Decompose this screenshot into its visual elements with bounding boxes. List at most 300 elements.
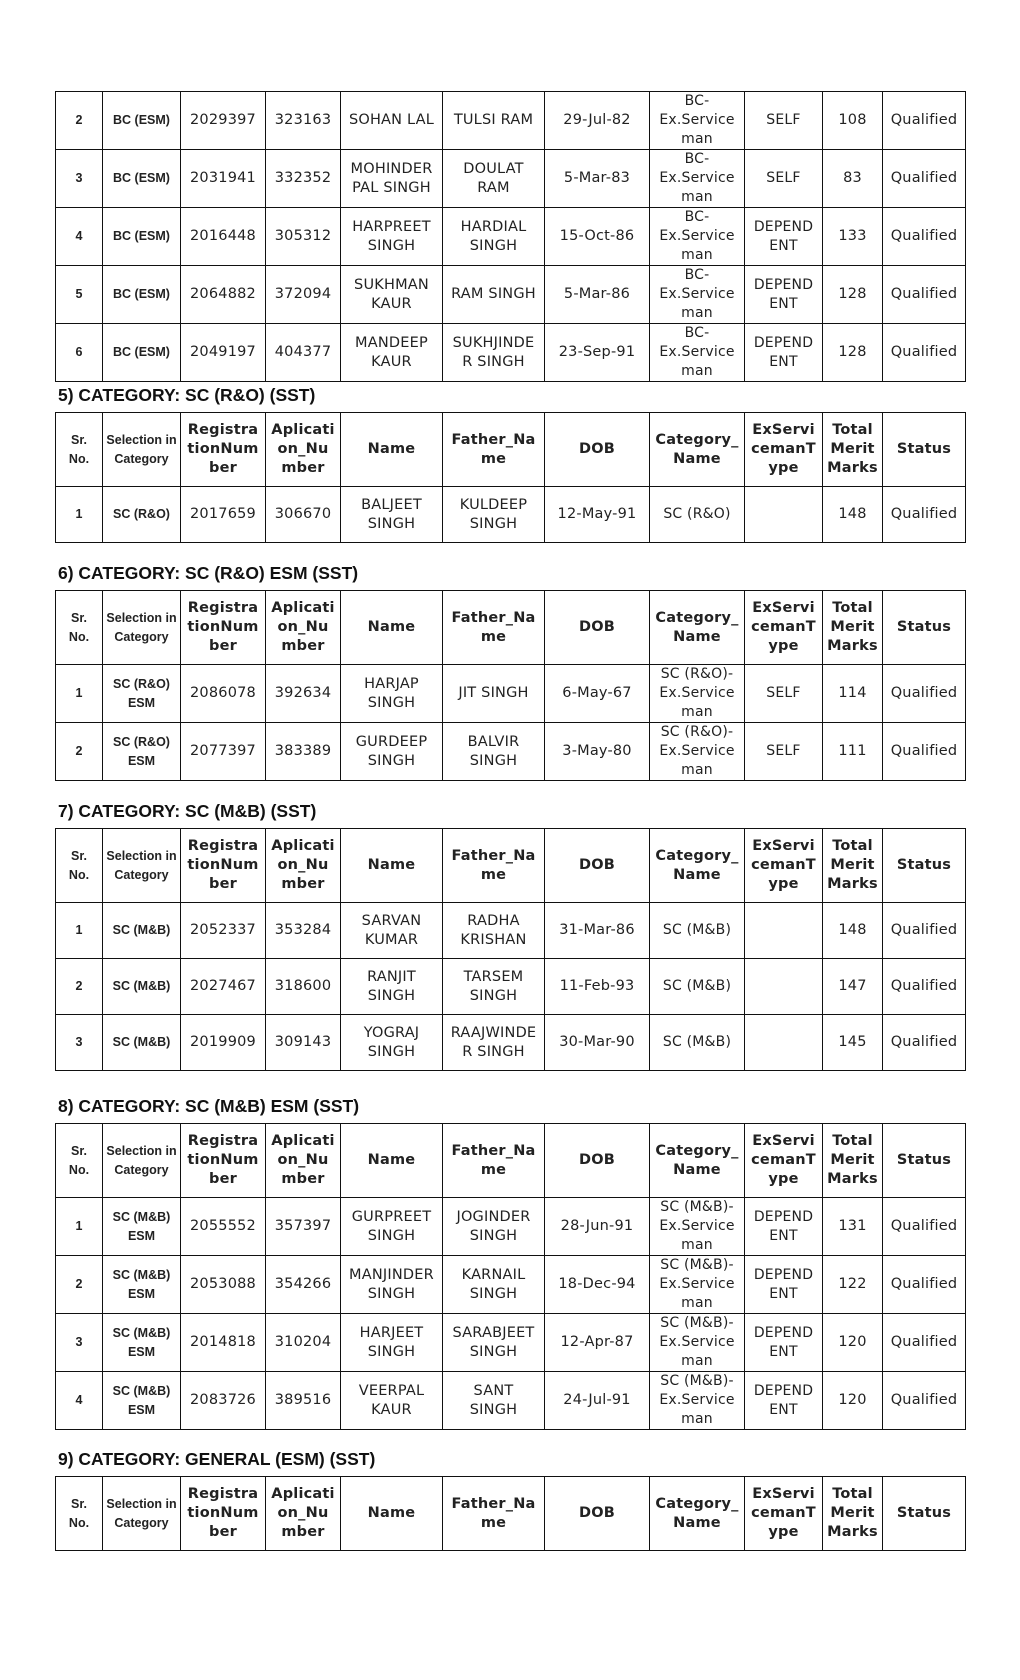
cell-line: BALVIR xyxy=(467,733,520,750)
cell-exs xyxy=(745,324,823,382)
cell-line: Category xyxy=(114,629,169,644)
cell-line: Total xyxy=(832,422,873,438)
cell-dob: 11-Feb-93 xyxy=(545,959,650,1015)
cell-line: me xyxy=(480,450,507,467)
column-header-reg xyxy=(181,829,266,903)
cell-line: ESM xyxy=(127,1344,156,1359)
cell-line: tionNum xyxy=(187,619,259,635)
cell-line: Category xyxy=(114,867,169,882)
cell-line: Ex.Service xyxy=(659,344,735,360)
cell-line: man xyxy=(681,1295,713,1311)
cell-line: Sr. xyxy=(71,848,87,863)
cell-line: Name xyxy=(673,866,721,883)
column-header-name xyxy=(341,1477,443,1551)
results-table xyxy=(55,828,966,1071)
cell-line: ENT xyxy=(769,353,798,370)
cell-father xyxy=(443,903,545,959)
cell-line: ype xyxy=(768,1524,799,1540)
cell-name xyxy=(341,1256,443,1314)
cell-line: man xyxy=(681,131,713,147)
cell-tmm: 114 xyxy=(823,665,883,723)
cell-reg: 2077397 xyxy=(181,723,266,781)
cell-line: R SINGH xyxy=(462,353,525,370)
cell-line: cemanT xyxy=(751,619,816,635)
cell-reg: 2027467 xyxy=(181,959,266,1015)
cell-line: Marks xyxy=(827,876,878,892)
cell-app: 372094 xyxy=(266,266,341,324)
cell-line: Category_ xyxy=(655,1142,739,1159)
column-header-name xyxy=(341,591,443,665)
cell-line: man xyxy=(681,1237,713,1253)
cell-cat xyxy=(650,1198,745,1256)
cell-reg: 2083726 xyxy=(181,1372,266,1430)
cell-line: ExServi xyxy=(752,838,815,854)
cell-line: SELF xyxy=(766,112,801,128)
table-row xyxy=(56,208,966,266)
cell-line: Category xyxy=(114,451,169,466)
cell-line: mber xyxy=(281,1171,325,1187)
cell-line: on_Nu xyxy=(277,1505,329,1521)
cell-line: ype xyxy=(768,876,799,892)
column-header-reg xyxy=(181,591,266,665)
cell-line: DOB xyxy=(578,1505,615,1521)
column-header-name xyxy=(341,413,443,487)
cell-line: TARSEM xyxy=(463,968,524,985)
cell-line: Marks xyxy=(827,460,878,476)
table-header-row xyxy=(56,1477,966,1551)
cell-sel xyxy=(103,903,181,959)
cell-cat xyxy=(650,1372,745,1430)
cell-line: Ex.Service xyxy=(659,286,735,302)
cell-tmm: 120 xyxy=(823,1314,883,1372)
cell-sel xyxy=(103,266,181,324)
column-header-sel xyxy=(103,829,181,903)
cell-sr: 2 xyxy=(56,959,103,1015)
cell-line: SC (M&B) xyxy=(112,1267,171,1282)
cell-name xyxy=(341,92,443,150)
column-header-cat xyxy=(650,413,745,487)
cell-line: JOGINDER xyxy=(456,1208,531,1225)
cell-line: DEPEND xyxy=(753,334,814,351)
cell-line: YOGRAJ xyxy=(363,1024,420,1041)
cell-line: No. xyxy=(68,867,90,882)
column-header-sr xyxy=(56,829,103,903)
column-header-dob xyxy=(545,1124,650,1198)
cell-line: Category_ xyxy=(655,1495,739,1512)
cell-line: BC- xyxy=(684,209,710,225)
cell-line: JIT SINGH xyxy=(458,685,529,701)
cell-status: Qualified xyxy=(883,208,966,266)
cell-line: KUMAR xyxy=(364,931,419,948)
cell-sr: 2 xyxy=(56,723,103,781)
cell-exs xyxy=(745,959,823,1015)
table-row xyxy=(56,150,966,208)
cell-line: Selection in xyxy=(106,432,177,447)
cell-line: MANDEEP xyxy=(355,334,428,351)
cell-reg: 2086078 xyxy=(181,665,266,723)
cell-line: SC (R&O)- xyxy=(660,724,734,740)
cell-line: man xyxy=(681,363,713,379)
cell-line: BC- xyxy=(684,325,710,341)
cell-line: Sr. xyxy=(71,610,87,625)
results-table-block xyxy=(55,828,966,1071)
cell-father xyxy=(443,1015,545,1071)
column-header-exs xyxy=(745,591,823,665)
cell-line: SINGH xyxy=(469,752,518,769)
cell-line: Category xyxy=(114,1162,169,1177)
cell-line: ExServi xyxy=(752,422,815,438)
cell-name xyxy=(341,903,443,959)
cell-line: ESM xyxy=(127,1228,156,1243)
cell-sel xyxy=(103,1256,181,1314)
cell-line: Category_ xyxy=(655,847,739,864)
column-header-sel xyxy=(103,591,181,665)
cell-sel xyxy=(103,959,181,1015)
cell-line: Name xyxy=(367,619,416,635)
cell-line: ber xyxy=(209,1171,237,1187)
cell-line: Name xyxy=(673,628,721,645)
cell-father xyxy=(443,266,545,324)
cell-tmm: 111 xyxy=(823,723,883,781)
cell-line: SELF xyxy=(766,170,801,186)
cell-line: DEPEND xyxy=(753,218,814,235)
column-header-sel xyxy=(103,413,181,487)
cell-line: BC (ESM) xyxy=(113,113,170,127)
cell-father xyxy=(443,1256,545,1314)
cell-app: 404377 xyxy=(266,324,341,382)
column-header-cat xyxy=(650,829,745,903)
cell-sel xyxy=(103,324,181,382)
column-header-name xyxy=(341,1124,443,1198)
table-row xyxy=(56,1198,966,1256)
cell-line: Ex.Service xyxy=(659,1218,735,1234)
cell-sel xyxy=(103,1015,181,1071)
cell-line: KAUR xyxy=(371,295,412,312)
cell-line: Category xyxy=(114,1515,169,1530)
cell-cat xyxy=(650,665,745,723)
cell-sel xyxy=(103,1198,181,1256)
table-row xyxy=(56,903,966,959)
cell-app: 357397 xyxy=(266,1198,341,1256)
cell-line: RADHA xyxy=(467,912,520,929)
cell-line: man xyxy=(681,189,713,205)
column-header-reg xyxy=(181,413,266,487)
column-header-reg xyxy=(181,1477,266,1551)
table-header-row xyxy=(56,1124,966,1198)
column-header-app xyxy=(266,1124,341,1198)
cell-line: ESM xyxy=(127,695,156,710)
column-header-sel xyxy=(103,1124,181,1198)
cell-line: KAUR xyxy=(371,353,412,370)
cell-line: mber xyxy=(281,876,325,892)
results-table xyxy=(55,590,966,781)
cell-line: tionNum xyxy=(187,1152,259,1168)
cell-line: SC (R&O) xyxy=(113,734,170,749)
cell-line: me xyxy=(480,628,507,645)
cell-sel xyxy=(103,92,181,150)
cell-line: SINGH xyxy=(367,1343,416,1360)
cell-name xyxy=(341,723,443,781)
results-table-block xyxy=(55,412,966,543)
cell-app: 354266 xyxy=(266,1256,341,1314)
cell-line: RAAJWINDE xyxy=(450,1024,537,1041)
cell-name xyxy=(341,1198,443,1256)
cell-line: SINGH xyxy=(367,694,416,711)
cell-sr: 4 xyxy=(56,208,103,266)
column-header-sr xyxy=(56,1477,103,1551)
cell-father xyxy=(443,208,545,266)
cell-app: 353284 xyxy=(266,903,341,959)
cell-app: 389516 xyxy=(266,1372,341,1430)
cell-tmm: 147 xyxy=(823,959,883,1015)
cell-app: 309143 xyxy=(266,1015,341,1071)
cell-line: SINGH xyxy=(367,1227,416,1244)
cell-sr: 5 xyxy=(56,266,103,324)
cell-line: SELF xyxy=(766,743,801,759)
cell-line: SINGH xyxy=(469,237,518,254)
cell-line: R SINGH xyxy=(462,1043,525,1060)
cell-line: ExServi xyxy=(752,1486,815,1502)
cell-tmm: 120 xyxy=(823,1372,883,1430)
cell-line: ype xyxy=(768,638,799,654)
cell-line: ESM xyxy=(127,753,156,768)
cell-name xyxy=(341,324,443,382)
cell-dob: 23-Sep-91 xyxy=(545,324,650,382)
cell-line: HARPREET xyxy=(352,218,431,235)
column-header-sr xyxy=(56,591,103,665)
column-header-father xyxy=(443,1477,545,1551)
cell-line: Name xyxy=(367,1505,416,1521)
column-header-dob xyxy=(545,413,650,487)
cell-exs xyxy=(745,1198,823,1256)
column-header-exs xyxy=(745,1477,823,1551)
cell-line: SUKHJINDE xyxy=(452,334,535,351)
section-heading: 6) CATEGORY: SC (R&O) ESM (SST) xyxy=(58,563,359,583)
table-row xyxy=(56,487,966,543)
cell-exs xyxy=(745,150,823,208)
cell-line: Ex.Service xyxy=(659,228,735,244)
table-row xyxy=(56,1372,966,1430)
section-heading: 5) CATEGORY: SC (R&O) (SST) xyxy=(58,385,316,405)
section-heading: 8) CATEGORY: SC (M&B) ESM (SST) xyxy=(58,1096,360,1116)
cell-line: Name xyxy=(367,441,416,457)
column-header-dob xyxy=(545,1477,650,1551)
cell-line: Selection in xyxy=(106,1143,177,1158)
cell-line: SC (M&B) xyxy=(112,1383,171,1398)
cell-father xyxy=(443,150,545,208)
cell-line: Merit xyxy=(830,1505,875,1521)
cell-sr: 3 xyxy=(56,1314,103,1372)
cell-line: Selection in xyxy=(106,848,177,863)
cell-line: Category_ xyxy=(655,609,739,626)
cell-tmm: 133 xyxy=(823,208,883,266)
column-header-reg xyxy=(181,1124,266,1198)
cell-line: Registra xyxy=(187,838,259,854)
section-heading: 9) CATEGORY: GENERAL (ESM) (SST) xyxy=(58,1449,376,1469)
cell-line: tionNum xyxy=(187,1505,259,1521)
cell-line: RANJIT xyxy=(367,968,416,985)
cell-line: No. xyxy=(68,1162,90,1177)
cell-cat xyxy=(650,959,745,1015)
cell-dob: 18-Dec-94 xyxy=(545,1256,650,1314)
cell-line: Status xyxy=(896,1505,952,1521)
cell-cat xyxy=(650,487,745,543)
table-row xyxy=(56,1314,966,1372)
column-header-name xyxy=(341,829,443,903)
cell-line: Father_Na xyxy=(451,1495,536,1512)
cell-line: SC (M&B) xyxy=(112,1209,171,1224)
cell-line: cemanT xyxy=(751,857,816,873)
cell-line: ExServi xyxy=(752,1133,815,1149)
cell-tmm: 83 xyxy=(823,150,883,208)
cell-line: SC (M&B)- xyxy=(660,1199,734,1215)
cell-sel xyxy=(103,1314,181,1372)
cell-line: Registra xyxy=(187,1486,259,1502)
cell-father xyxy=(443,665,545,723)
cell-line: SC (M&B)- xyxy=(660,1315,734,1331)
cell-line: SINGH xyxy=(469,1343,518,1360)
cell-line: Name xyxy=(673,1514,721,1531)
results-table xyxy=(55,412,966,543)
cell-status: Qualified xyxy=(883,665,966,723)
cell-line: man xyxy=(681,305,713,321)
cell-line: SINGH xyxy=(367,1043,416,1060)
cell-reg: 2029397 xyxy=(181,92,266,150)
table-row xyxy=(56,324,966,382)
cell-line: SC (M&B) xyxy=(112,1325,171,1340)
cell-line: ENT xyxy=(769,1285,798,1302)
cell-line: Status xyxy=(896,441,952,457)
cell-line: SC (R&O) xyxy=(113,507,170,521)
cell-line: Father_Na xyxy=(451,431,536,448)
cell-line: SUKHMAN xyxy=(354,276,429,293)
cell-dob: 28-Jun-91 xyxy=(545,1198,650,1256)
results-table-block xyxy=(55,1476,966,1551)
column-header-status xyxy=(883,1124,966,1198)
cell-tmm: 128 xyxy=(823,324,883,382)
cell-line: GURDEEP xyxy=(355,733,428,750)
cell-exs xyxy=(745,723,823,781)
cell-line: ber xyxy=(209,638,237,654)
cell-line: SINGH xyxy=(367,987,416,1004)
cell-line: SINGH xyxy=(469,1401,518,1418)
cell-app: 310204 xyxy=(266,1314,341,1372)
cell-line: DEPEND xyxy=(753,276,814,293)
cell-reg: 2017659 xyxy=(181,487,266,543)
cell-exs xyxy=(745,903,823,959)
cell-line: tionNum xyxy=(187,857,259,873)
cell-tmm: 145 xyxy=(823,1015,883,1071)
cell-line: Father_Na xyxy=(451,847,536,864)
column-header-sel xyxy=(103,1477,181,1551)
cell-line: Ex.Service xyxy=(659,685,735,701)
column-header-father xyxy=(443,413,545,487)
cell-line: KRISHAN xyxy=(460,931,527,948)
cell-line: Marks xyxy=(827,1171,878,1187)
cell-sr: 1 xyxy=(56,903,103,959)
cell-line: Name xyxy=(367,1152,416,1168)
cell-reg: 2055552 xyxy=(181,1198,266,1256)
cell-line: tionNum xyxy=(187,441,259,457)
cell-line: BC (ESM) xyxy=(113,287,170,301)
column-header-cat xyxy=(650,1124,745,1198)
cell-line: on_Nu xyxy=(277,441,329,457)
cell-line: HARDIAL xyxy=(460,218,527,235)
cell-line: ber xyxy=(209,460,237,476)
table-row xyxy=(56,723,966,781)
cell-exs xyxy=(745,1256,823,1314)
cell-tmm: 108 xyxy=(823,92,883,150)
cell-name xyxy=(341,487,443,543)
cell-sel xyxy=(103,665,181,723)
cell-line: MOHINDER xyxy=(350,160,433,177)
cell-line: SINGH xyxy=(367,1285,416,1302)
cell-line: Father_Na xyxy=(451,1142,536,1159)
cell-line: me xyxy=(480,1161,507,1178)
cell-sr: 3 xyxy=(56,150,103,208)
column-header-status xyxy=(883,591,966,665)
column-header-status xyxy=(883,1477,966,1551)
cell-name xyxy=(341,959,443,1015)
cell-line: ENT xyxy=(769,1227,798,1244)
cell-line: SOHAN LAL xyxy=(348,112,435,128)
cell-line: on_Nu xyxy=(277,857,329,873)
cell-line: Registra xyxy=(187,422,259,438)
table-header-row xyxy=(56,413,966,487)
cell-line: HARJAP xyxy=(364,675,419,692)
cell-cat xyxy=(650,1256,745,1314)
cell-line: DEPEND xyxy=(753,1266,814,1283)
column-header-cat xyxy=(650,591,745,665)
table-header-row xyxy=(56,829,966,903)
cell-line: Category_ xyxy=(655,431,739,448)
cell-line: BALJEET xyxy=(361,496,422,513)
cell-cat xyxy=(650,723,745,781)
cell-line: SINGH xyxy=(469,1285,518,1302)
cell-status: Qualified xyxy=(883,1372,966,1430)
cell-line: SINGH xyxy=(367,752,416,769)
cell-exs xyxy=(745,266,823,324)
cell-exs xyxy=(745,487,823,543)
table-row xyxy=(56,1256,966,1314)
cell-sel xyxy=(103,723,181,781)
cell-line: SC (M&B) xyxy=(112,979,171,993)
cell-reg: 2019909 xyxy=(181,1015,266,1071)
cell-line: Marks xyxy=(827,1524,878,1540)
cell-status: Qualified xyxy=(883,959,966,1015)
cell-name xyxy=(341,1372,443,1430)
cell-exs xyxy=(745,1372,823,1430)
cell-line: SC (M&B)- xyxy=(660,1373,734,1389)
cell-line: Aplicati xyxy=(271,422,335,438)
cell-app: 392634 xyxy=(266,665,341,723)
table-row xyxy=(56,959,966,1015)
cell-line: DEPEND xyxy=(753,1324,814,1341)
cell-line: on_Nu xyxy=(277,619,329,635)
cell-line: SINGH xyxy=(367,237,416,254)
results-table-block xyxy=(55,91,966,382)
cell-line: on_Nu xyxy=(277,1152,329,1168)
cell-line: Merit xyxy=(830,1152,875,1168)
table-row xyxy=(56,665,966,723)
cell-line: Status xyxy=(896,619,952,635)
cell-line: Aplicati xyxy=(271,1486,335,1502)
cell-dob: 12-Apr-87 xyxy=(545,1314,650,1372)
cell-line: Ex.Service xyxy=(659,112,735,128)
cell-tmm: 128 xyxy=(823,266,883,324)
cell-status: Qualified xyxy=(883,324,966,382)
cell-line: Selection in xyxy=(106,610,177,625)
